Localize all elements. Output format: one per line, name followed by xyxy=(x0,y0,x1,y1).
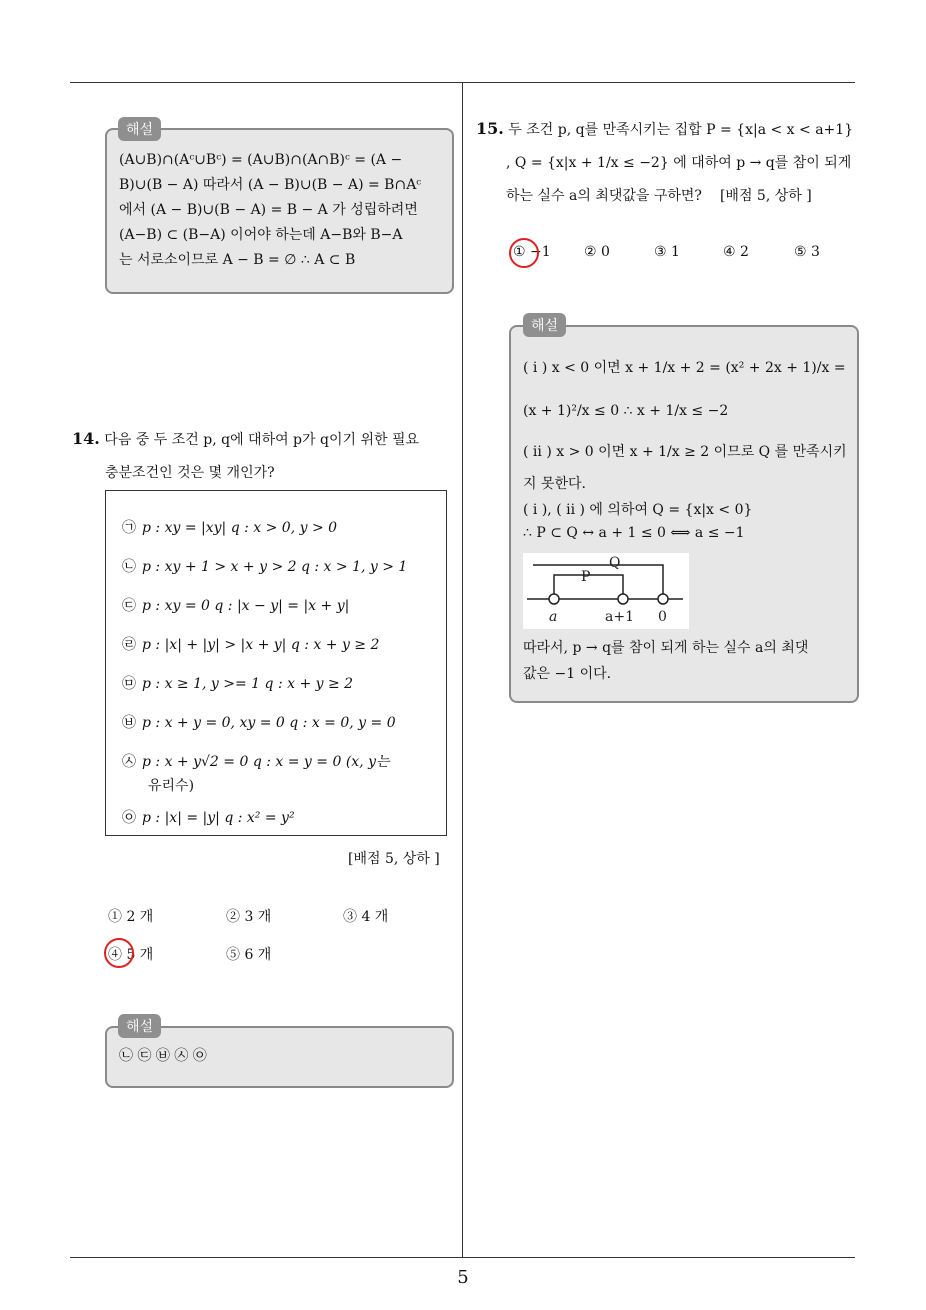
question-text: 충분조건인 것은 몇 개인가? xyxy=(105,465,275,481)
solution-line: B)∪(B − A) 따라서 (A − B)∪(B − A) = B∩Aᶜ xyxy=(119,177,422,193)
condition-mark: ㉥ xyxy=(122,715,136,731)
condition-mark: ㉢ xyxy=(122,598,136,614)
condition-row xyxy=(122,673,353,693)
label-a: a xyxy=(549,609,558,625)
solution-tag: 해설 xyxy=(118,117,161,141)
column-divider xyxy=(462,83,463,1258)
label-a-plus-1: a+1 xyxy=(605,609,634,625)
selected-answer-circle xyxy=(104,938,134,968)
condition-row xyxy=(122,556,407,576)
choice-5[interactable]: ⑤ 3 xyxy=(794,244,820,260)
solution-line: (A∪B)∩(Aᶜ∪Bᶜ) = (A∪B)∩(A∩B)ᶜ = (A − xyxy=(119,152,403,168)
condition-row xyxy=(122,712,396,732)
question-14 xyxy=(72,422,457,490)
label-zero: 0 xyxy=(658,609,667,625)
question-text: 두 조건 p, q를 만족시키는 집합 P = {x|a < x < a+1} xyxy=(508,122,854,138)
condition-text: p : |x| + |y| > |x + y| q : x + y ≥ 2 xyxy=(142,637,380,653)
solution-box-15 xyxy=(509,325,859,703)
score-meta: [배점 5, 상하 ] xyxy=(719,188,812,204)
condition-mark: ㉠ xyxy=(122,520,136,536)
choice-2[interactable]: ② 0 xyxy=(584,244,610,260)
solution-line: 값은 −1 이다. xyxy=(523,666,612,682)
solution-line: 는 서로소이므로 A − B = ∅ ∴ A ⊂ B xyxy=(119,252,356,268)
number-line-diagram xyxy=(523,553,689,629)
condition-text: p : |x| = |y| q : x² = y² xyxy=(142,810,295,826)
solution-box-13 xyxy=(105,128,454,294)
choice-4[interactable]: ④ 2 xyxy=(723,244,749,260)
choice-1[interactable]: ① −1 xyxy=(513,244,551,260)
condition-row xyxy=(122,751,390,771)
condition-text: p : xy + 1 > x + y > 2 q : x > 1, y > 1 xyxy=(142,559,408,575)
choice-4[interactable]: ④ 5 개 xyxy=(108,947,154,963)
solution-tag: 해설 xyxy=(118,1014,161,1038)
question-text: 하는 실수 a의 최댓값을 구하면? xyxy=(506,188,702,204)
condition-mark: ㉤ xyxy=(122,676,136,692)
question-text: 다음 중 두 조건 p, q에 대하여 p가 q이기 위한 필요 xyxy=(104,432,420,448)
solution-line: 지 못한다. xyxy=(523,476,586,492)
condition-text: 유리수) xyxy=(148,778,195,794)
question-number: 14. xyxy=(72,429,100,448)
choice-2[interactable]: ② 3 개 xyxy=(226,909,272,925)
selected-answer-circle xyxy=(509,238,539,268)
question-number: 15. xyxy=(476,119,504,138)
bottom-rule xyxy=(70,1257,855,1258)
choice-3[interactable]: ③ 4 개 xyxy=(343,909,389,925)
condition-text: p : xy = 0 q : |x − y| = |x + y| xyxy=(142,598,350,614)
solution-line: ( ii ) x > 0 이면 x + 1/x ≥ 2 이므로 Q 를 만족시키 xyxy=(523,444,847,460)
choice-3[interactable]: ③ 1 xyxy=(654,244,680,260)
conditions-box xyxy=(105,490,447,836)
condition-mark: ㉣ xyxy=(122,637,136,653)
label-p: P xyxy=(581,569,591,585)
solution-line: 에서 (A − B)∪(B − A) = B − A 가 성립하려면 xyxy=(119,202,418,218)
choice-5[interactable]: ⑤ 6 개 xyxy=(226,947,272,963)
condition-text: p : x + y = 0, xy = 0 q : x = 0, y = 0 xyxy=(142,715,396,731)
choice-1[interactable]: ① 2 개 xyxy=(108,909,154,925)
solution-tag: 해설 xyxy=(523,313,566,337)
solution-line: ∴ P ⊂ Q ↔ a + 1 ≤ 0 ⟺ a ≤ −1 xyxy=(523,525,745,541)
condition-row xyxy=(122,807,295,827)
condition-text: p : x ≥ 1, y >= 1 q : x + y ≥ 2 xyxy=(142,676,354,692)
question-15 xyxy=(476,112,866,213)
solution-line: (x + 1)²/x ≤ 0 ∴ x + 1/x ≤ −2 xyxy=(523,403,729,419)
condition-row xyxy=(122,517,337,537)
solution-line: (A−B) ⊂ (B−A) 이어야 하는데 A−B와 B−A xyxy=(119,227,403,243)
solution-line: 따라서, p → q를 참이 되게 하는 실수 a의 최댓 xyxy=(523,640,809,656)
condition-text: p : xy = |xy| q : x > 0, y > 0 xyxy=(142,520,338,536)
solution-line: ( i ), ( ii ) 에 의하여 Q = {x|x < 0} xyxy=(523,502,753,518)
question-text: , Q = {x|x + 1/x ≤ −2} 에 대하여 p → q를 참이 되게 xyxy=(506,155,852,171)
point-zero xyxy=(658,594,668,604)
label-q: Q xyxy=(609,555,621,571)
solution-line: ㉡ ㉢ ㉥ ㉦ ㉧ xyxy=(119,1048,207,1064)
solution-line: ( i ) x < 0 이면 x + 1/x + 2 = (x² + 2x + 1)/x = xyxy=(523,360,846,376)
score-meta: [배점 5, 상하 ] xyxy=(348,851,440,867)
point-a xyxy=(549,594,559,604)
condition-mark: ㉦ xyxy=(122,754,136,770)
condition-row xyxy=(122,634,379,654)
condition-text: p : x + y√2 = 0 q : x = y = 0 (x, y는 xyxy=(142,754,390,770)
point-a-plus-1 xyxy=(618,594,628,604)
page-number: 5 xyxy=(457,1267,469,1288)
condition-mark: ㉧ xyxy=(122,810,136,826)
condition-row-continued xyxy=(148,775,194,795)
condition-row xyxy=(122,595,349,615)
condition-mark: ㉡ xyxy=(122,559,136,575)
